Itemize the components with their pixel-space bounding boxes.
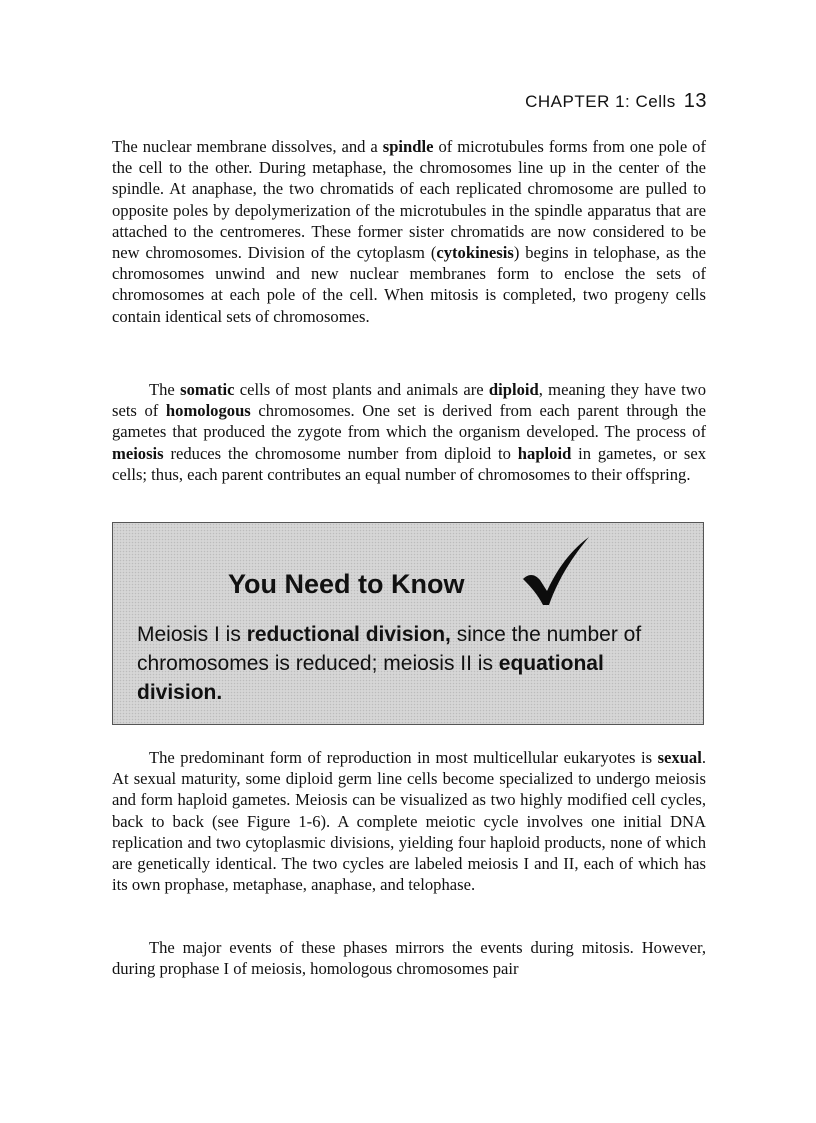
term-reductional-division: reductional division, bbox=[246, 623, 451, 646]
term-haploid: haploid bbox=[517, 443, 572, 463]
callout-text bbox=[137, 620, 683, 707]
term-somatic: somatic bbox=[180, 380, 235, 399]
text-run: The major events of these phases mirrors the events during mitosis. However, during prophase I of meiosis, homologous chromosomes pair bbox=[112, 938, 706, 979]
page-number: 13 bbox=[683, 90, 707, 112]
text-run: chromosomes. One set is derived from each parent through the gametes that produced the zygote from which the organism developed. The process of bbox=[112, 401, 706, 442]
text-run: cells of most plants and animals are bbox=[234, 380, 489, 399]
text-run: of microtubules forms from one pole of the cell to the other. During metaphase, the chromosomes line up in the center of the spindle. At anaphase, the two chromatids of each replicated chromosome are pulled to opposite poles by depolymerization of the microtubules in the spindle apparatus that are attached to the centromeres. These former sister chromatids are now considered to be new chromosomes. Division of the cytoplasm ( bbox=[112, 137, 706, 263]
term-diploid: diploid bbox=[488, 380, 539, 399]
term-meiosis: meiosis bbox=[112, 443, 164, 463]
paragraph-sexual-reproduction bbox=[112, 747, 706, 895]
text-run: in gametes, or sex cells; thus, each parent contributes an equal number of chromosomes to their offspring. bbox=[112, 443, 706, 484]
text-run: , meaning they have two sets of bbox=[112, 380, 706, 421]
term-spindle: spindle bbox=[382, 137, 434, 156]
term-homologous: homologous bbox=[165, 401, 251, 421]
text-run: The nuclear membrane dissolves, and a bbox=[112, 137, 383, 156]
term-cytokinesis: cytokinesis bbox=[436, 243, 514, 263]
text-run: since the number of chromosomes is reduced; meiosis II is bbox=[137, 623, 642, 675]
paragraph-diploid bbox=[112, 379, 706, 485]
callout-title: You Need to Know bbox=[228, 569, 465, 599]
text-run: ) begins in telophase, as the chromosomes unwind and new nuclear membranes form to enclose the sets of chromosomes at each pole of the cell. When mitosis is completed, two progeny cells contain identical sets of chromosomes. bbox=[112, 243, 706, 326]
paragraph-mitosis bbox=[112, 136, 706, 327]
you-need-to-know-callout bbox=[112, 522, 704, 725]
term-sexual: sexual bbox=[657, 748, 702, 767]
text-run: The predominant form of reproduction in most multicellular eukaryotes is bbox=[149, 748, 658, 767]
running-header bbox=[525, 90, 707, 113]
text-run: The bbox=[149, 380, 181, 399]
checkmark-icon bbox=[519, 535, 591, 607]
text-run: Meiosis I is bbox=[137, 623, 247, 646]
chapter-title: CHAPTER 1: Cells bbox=[525, 92, 676, 111]
text-run: reduces the chromosome number from diploid to bbox=[163, 443, 518, 463]
text-run: . At sexual maturity, some diploid germ line cells become specialized to undergo meiosis and form haploid gametes. Meiosis can be visualized as two highly modified cell cycles, back to back (see Figure 1-6). A complete meiotic cycle involves one initial DNA replication and two cytoplasmic divisions, yielding four haploid products, none of which are genetically identical. The two cycles are labeled meiosis I and II, each of which has its own prophase, metaphase, anaphase, and telophase. bbox=[112, 748, 706, 895]
paragraph-meiosis-phases bbox=[112, 937, 706, 979]
term-equational-division: equational division. bbox=[137, 652, 604, 704]
